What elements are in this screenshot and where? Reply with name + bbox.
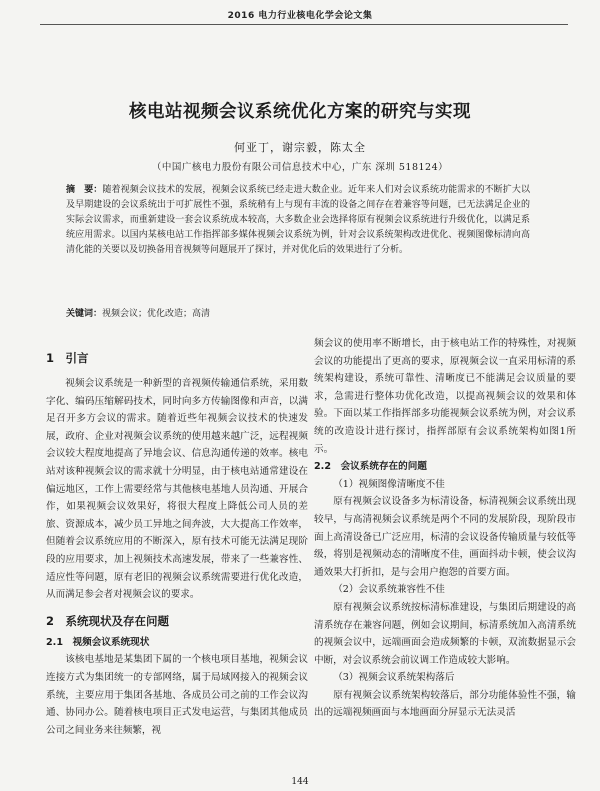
subsection-heading-problems: 2.2 会议系统存在的问题	[314, 461, 427, 473]
paper-title: 核电站视频会议系统优化方案的研究与实现	[129, 102, 471, 122]
intro-paragraph: 视频会议系统是一种新型的音视频传输通信系统，采用数字化、编码压缩解码技术，同时向多方传输图像和声音，以满足召开多方会议的需求。随着近些年视频会议技术的快速发展，政府、企业对视频会议系统的使用越来越广泛，远程视频会议较大程度地提高了异地会议、信息沟通传递的效率。核电站对该种视频会议的需求就十分明显，由于核电站通常建设在偏远地区，工作上需要经常与其他核电基地人员沟通、开展合作，如果视频会议效果好，将很大程度上降低公司人员的差旅、资源成本，减少员工异地之间奔波，大大提高工作效率，但随着会议系统应用的不断深入，原有技术可能无法满足现阶段的应用要求，加上视频技术高速发展，带来了一些兼容性、适应性等问题，原有老旧的视频会议系统需要进行优化改造，从而满足参会者对视频会议的要求。	[46, 378, 308, 601]
keywords-text: 视频会议；优化改造；高清	[102, 309, 211, 319]
page-number: 144	[291, 777, 309, 787]
right-column	[314, 335, 576, 722]
problem-2-heading: （2）会议系统兼容性不佳	[333, 584, 445, 596]
problem-1-paragraph: 原有视频会议设备多为标清设备，标清视频会议系统出现较早，与高清视频会议系统是两个不同的发展阶段，现阶段市面上高清设备已广泛应用，标清的会议设备传输质量与较低等级，将别是视频动态的清晰度不佳，画面抖动卡顿，使会议沟通效果大打折扣，是与会用户抱怨的首要方面。	[314, 496, 576, 578]
problem-1-heading: （1）视频图像清晰度不佳	[333, 478, 445, 490]
section-heading-status: 2 系统现状及存在问题	[46, 613, 170, 628]
keywords-label: 关键词：	[66, 309, 103, 319]
keywords	[66, 306, 530, 319]
affiliation: （中国广核电力股份有限公司信息技术中心，广东 深圳 518124）	[151, 162, 449, 173]
abstract-text: 随着视频会议技术的发展，视频会议系统已经走进大数企业。近年来人们对会议系统功能需求的不断扩大以及早期建设的会议系统出于可扩展性不强，系统稍有上与现有丰流的设备之间存在着兼容等问题，已无法满足企业的实际会议需求，而重新建设一套会议系统成本较高，大多数企业会选择将原有视频会议系统进行升级优化，以满足系统应用需求。以国内某核电站工作指挥部多媒体视频会议系统为例，针对会议系统架构改进优化、视频图像标清向高清化能的关要以及切换备用音视频等问题展开了探讨，并对优化后的效果进行了分析。	[66, 185, 530, 255]
header-rule	[40, 24, 568, 25]
left-column	[46, 335, 308, 739]
abstract-label: 摘 要：	[66, 185, 103, 195]
problem-3-paragraph: 原有视频会议系统架构较落后，部分功能体验性不强，输出的远端视频画面与本地画面分屏显示无法灵活	[314, 689, 576, 719]
problem-3-heading: （3）视频会议系统架构落后	[333, 672, 455, 684]
abstract	[66, 183, 530, 258]
authors: 何亚丁，谢宗毅，陈太全	[234, 141, 366, 154]
status-paragraph: 该核电基地是某集团下属的一个核电项目基地，视频会议连接方式为集团统一的专部网络，属于局域网接入的视频会议系统，主要应用于集团各基地、各成员公司之前的工作会议沟通、协同办公。随着核电项目正式发电运营，与集团其他成员公司之间业务来往频繁，视	[46, 654, 308, 736]
continued-paragraph: 频会议的使用率不断增长，由于核电站工作的特殊性，对视频会议的功能提出了更高的要求，原视频会议一直采用标清的系统架构建设，系统可靠性、清晰度已不能满足会议质量的要求，急需进行整体功优化改造，以提高视频会议的效果和体验。下面以某工作指挥部多功能视频会议系统为例，对会议系统的改造设计进行探讨，指挥部原有会议系统架构如图1所示。	[314, 338, 576, 455]
section-heading-introduction: 1 引言	[46, 351, 89, 365]
subsection-heading-current-status: 2.1 视频会议系统现状	[46, 636, 150, 648]
running-header: 2016 电力行业核电化学会论文集	[227, 11, 373, 21]
problem-2-paragraph: 原有视频会议系统按标清标准建设，与集团后期建设的高清系统存在兼容问题，例如会议期间，标清系统加入高清系统的视频会议中，远端画面会造成频繁的卡顿，双流数据显示会中断，对会议系统会前议调工作造成较大影响。	[314, 601, 576, 666]
